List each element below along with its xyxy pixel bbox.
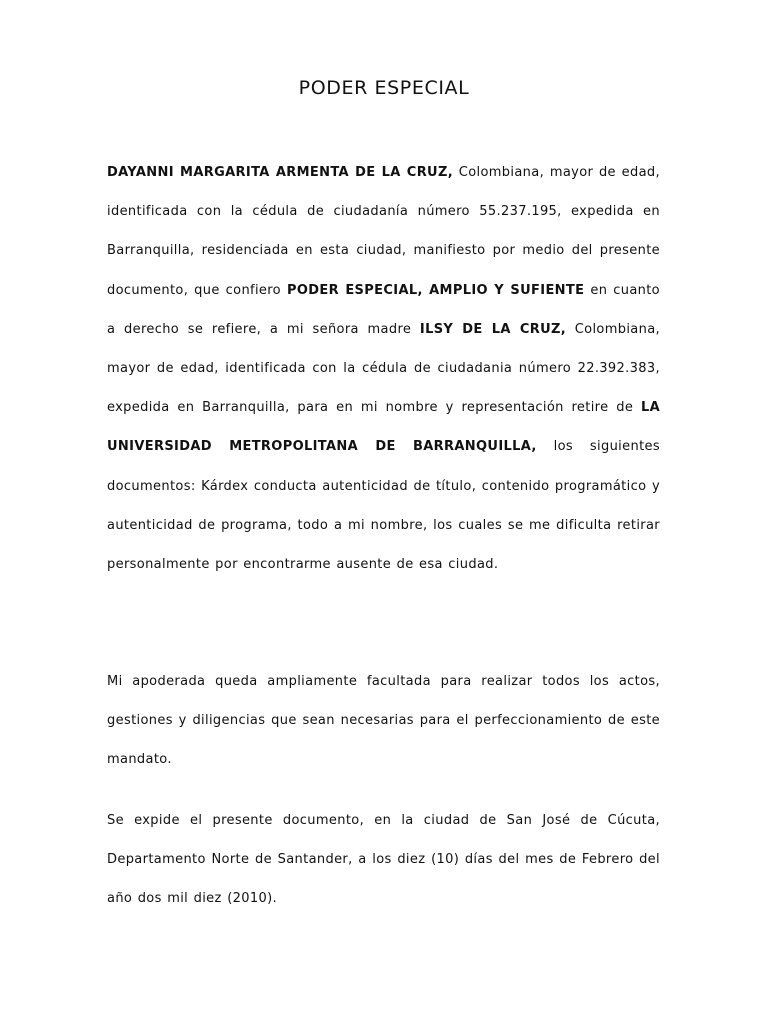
institution-name: LA UNIVERSIDAD METROPOLITANA DE BARRANQUILLA, [107,400,660,455]
document-title: PODER ESPECIAL [298,77,470,99]
paragraph-grant-text-a: Colombiana, mayor de edad, identificada con la cédula de ciudadanía número 55.237.195, expedida en Barranquilla, residenciada en esta ciudad, manifiesto por medio del presente documento, que confiero [107,165,660,298]
paragraph-grant [107,153,660,584]
attorney-name: ILSY DE LA CRUZ, [419,321,567,337]
power-type: PODER ESPECIAL, AMPLIO Y SUFIENTE [286,282,585,298]
paragraph-grant-text-b: en cuanto a derecho se refiere, a mi señora madre [107,282,660,337]
paragraph-grant-text-c: Colombiana, mayor de edad, identificada con la cédula de ciudadania número 22.392.383, expedida en Barranquilla, para en mi nombre y representación retire de [107,321,661,416]
paragraph-grant-text-d: los siguientes documentos: Kárdex conducta autenticidad de título, contenido programático y autenticidad de programa, todo a mi nombre, los cuales se me dificulta retirar personalmente por encontrarme ausente de esa ciudad. [107,439,660,573]
paragraph-faculties: Mi apoderada queda ampliamente facultada para realizar todos los actos, gestiones y diligencias que sean necesarias para el perfeccionamiento de este mandato. [107,674,660,768]
grantor-name: DAYANNI MARGARITA ARMENTA DE LA CRUZ, [107,165,454,180]
paragraph-issuance: Se expide el presente documento, en la ciudad de San José de Cúcuta, Departamento Norte de Santander, a los diez (10) días del mes de Febrero del año dos mil diez (2010). [107,813,660,907]
